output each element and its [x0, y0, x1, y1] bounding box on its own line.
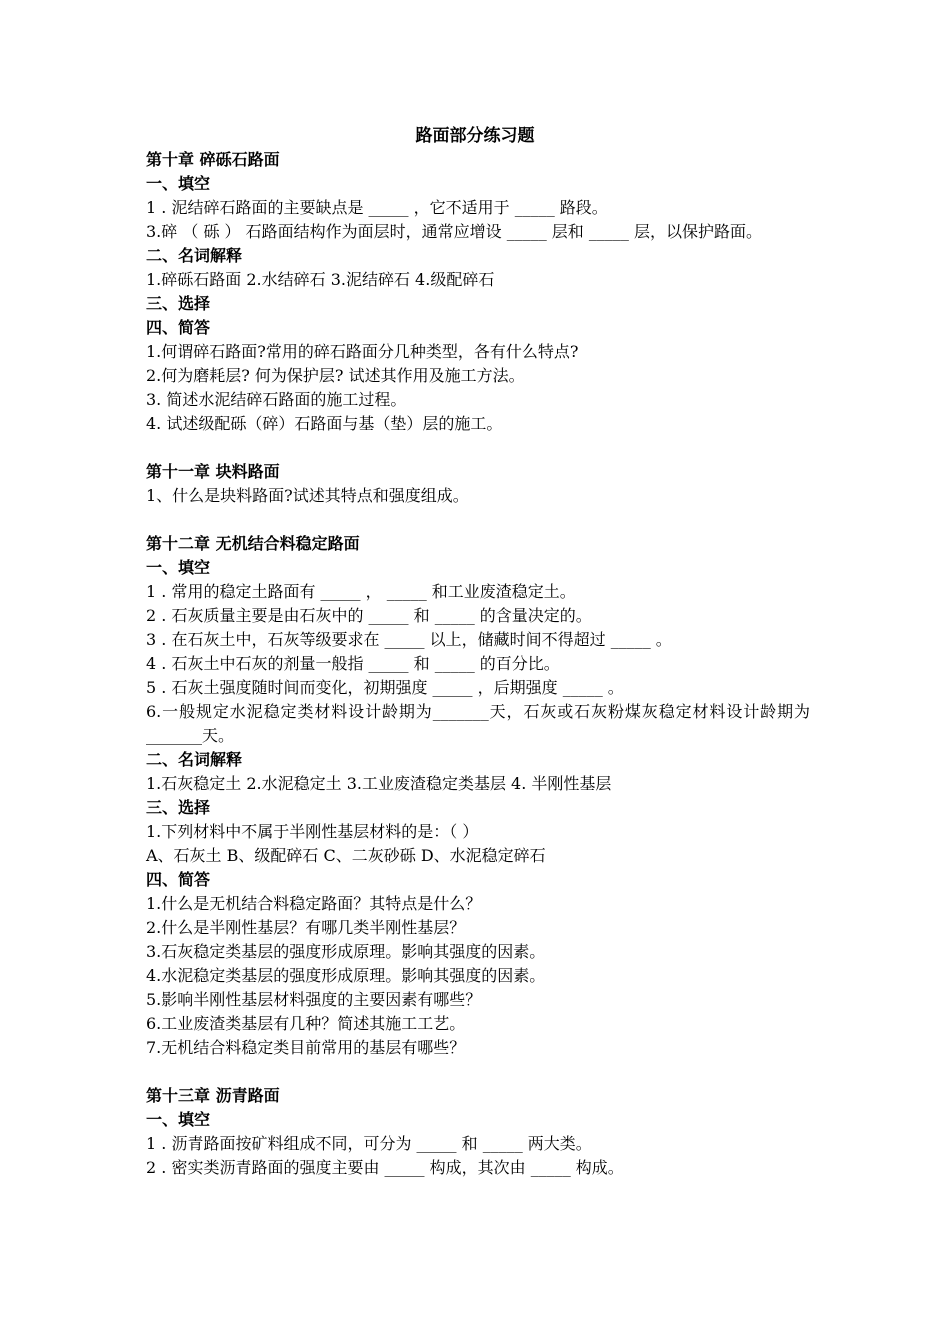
question-line: 4.水泥稳定类基层的强度形成原理。影响其强度的因素。 — [146, 966, 546, 985]
page-title: 路面部分练习题 — [415, 126, 535, 146]
chapter-heading: 第十一章 块料路面 — [146, 462, 280, 481]
document-body — [146, 148, 810, 1180]
question-line: 2 . 石灰质量主要是由石灰中的 _____ 和 _____ 的含量决定的。 — [146, 606, 592, 625]
subsection-heading: 三、选择 — [146, 294, 211, 313]
section-spacer — [146, 508, 810, 532]
question-line: 3.碎 （ 砾 ） 石路面结构作为面层时，通常应增设 _____ 层和 _____ 层，以保护路面。 — [146, 222, 762, 241]
question-line: 3.石灰稳定类基层的强度形成原理。影响其强度的因素。 — [146, 942, 546, 961]
chapter-heading: 第十二章 无机结合料稳定路面 — [146, 534, 360, 553]
question-line: 3 . 在石灰土中，石灰等级要求在 _____ 以上，储藏时间不得超过 _____ 。 — [146, 630, 672, 649]
chapter-heading: 第十三章 沥青路面 — [146, 1086, 280, 1105]
subsection-heading: 四、简答 — [146, 870, 211, 889]
question-line: 2.何为磨耗层? 何为保护层? 试述其作用及施工方法。 — [146, 366, 525, 385]
subsection-heading: 一、填空 — [146, 174, 211, 193]
question-line: 6.工业废渣类基层有几种？简述其施工工艺。 — [146, 1014, 466, 1033]
question-line: 4 . 石灰土中石灰的剂量一般指 _____ 和 _____ 的百分比。 — [146, 654, 560, 673]
question-line: 1.碎砾石路面 2.水结碎石 3.泥结碎石 4.级配碎石 — [146, 270, 495, 289]
question-line: 1.何谓碎石路面?常用的碎石路面分几种类型，各有什么特点? — [146, 342, 579, 361]
question-line: 2.什么是半刚性基层？有哪几类半刚性基层？ — [146, 918, 466, 937]
section-spacer — [146, 436, 810, 460]
question-line: A、石灰土 B、级配碎石 C、二灰砂砾 D、水泥稳定碎石 — [146, 846, 546, 865]
subsection-heading: 二、名词解释 — [146, 750, 243, 769]
subsection-heading: 三、选择 — [146, 798, 211, 817]
question-line: 5.影响半刚性基层材料强度的主要因素有哪些？ — [146, 990, 482, 1009]
question-line: 3. 简述水泥结碎石路面的施工过程。 — [146, 390, 407, 409]
chapter-heading: 第十章 碎砾石路面 — [146, 150, 280, 169]
question-line: 2 . 密实类沥青路面的强度主要由 _____ 构成，其次由 _____ 构成。 — [146, 1158, 624, 1177]
question-line: 1、什么是块料路面?试述其特点和强度组成。 — [146, 486, 469, 505]
question-line: 4. 试述级配砾（碎）石路面与基（垫）层的施工。 — [146, 414, 503, 433]
section-spacer — [146, 1060, 810, 1084]
question-line: 1 . 沥青路面按矿料组成不同，可分为 _____ 和 _____ 两大类。 — [146, 1134, 592, 1153]
subsection-heading: 一、填空 — [146, 558, 211, 577]
question-line: 6.一般规定水泥稳定类材料设计龄期为_______天，石灰或石灰粉煤灰稳定材料设计龄期为_______天。 — [146, 702, 810, 745]
question-line: 7.无机结合料稳定类目前常用的基层有哪些？ — [146, 1038, 466, 1057]
question-line: 1.下列材料中不属于半刚性基层材料的是：（ ） — [146, 822, 479, 841]
question-line: 5 . 石灰土强度随时间而变化，初期强度 _____ ，后期强度 _____ 。 — [146, 678, 624, 697]
question-line: 1.石灰稳定土 2.水泥稳定土 3.工业废渣稳定类基层 4. 半刚性基层 — [146, 774, 612, 793]
question-line: 1 . 常用的稳定土路面有 _____ ， _____ 和工业废渣稳定土。 — [146, 582, 576, 601]
subsection-heading: 二、名词解释 — [146, 246, 243, 265]
subsection-heading: 一、填空 — [146, 1110, 211, 1129]
question-line: 1.什么是无机结合料稳定路面？其特点是什么？ — [146, 894, 482, 913]
question-line: 1 . 泥结碎石路面的主要缺点是 _____ ，它不适用于 _____ 路段。 — [146, 198, 608, 217]
subsection-heading: 四、简答 — [146, 318, 211, 337]
